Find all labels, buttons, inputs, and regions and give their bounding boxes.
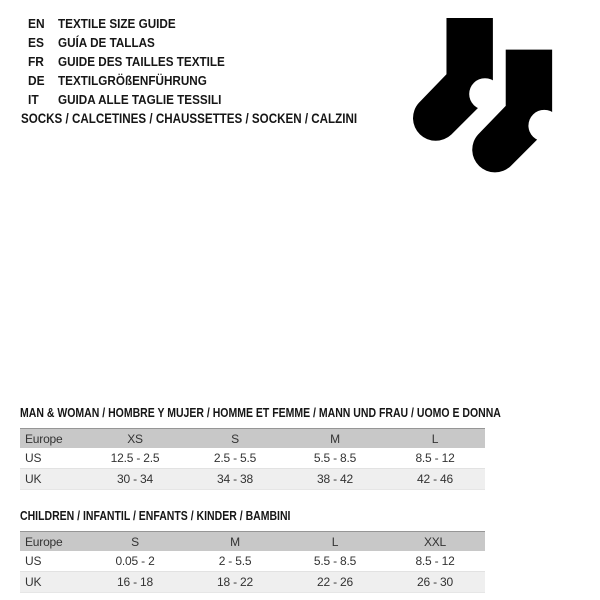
size-value: 16 - 18 [85, 572, 185, 593]
category-heading: SOCKS / CALCETINES / CHAUSSETTES / SOCKEN / CALZINI [21, 111, 358, 126]
table-row-us [20, 551, 485, 572]
size-table-man-woman [20, 406, 501, 490]
size-value: 5.5 - 8.5 [313, 451, 357, 465]
socks-icon [405, 16, 563, 174]
column-header-size: XS [85, 429, 185, 449]
language-row-es [28, 33, 243, 52]
table-row-us [20, 448, 485, 469]
size-table-children [20, 509, 485, 593]
size-value: 42 - 46 [385, 469, 485, 490]
column-header-size: L [285, 532, 385, 552]
table-header-row [20, 429, 485, 449]
language-list [28, 14, 243, 109]
language-code: IT [28, 92, 39, 107]
size-value: 12.5 - 2.5 [110, 451, 160, 465]
size-value: 2.5 - 5.5 [213, 451, 257, 465]
size-value: 26 - 30 [385, 572, 485, 593]
language-label: GUIDE DES TAILLES TEXTILE [58, 54, 225, 69]
size-value: 38 - 42 [285, 469, 385, 490]
language-code: DE [28, 73, 45, 88]
size-value: 22 - 26 [285, 572, 385, 593]
size-value: 8.5 - 12 [415, 554, 455, 568]
language-code: EN [28, 16, 45, 31]
size-value: 5.5 - 8.5 [313, 554, 357, 568]
language-label: GUIDA ALLE TAGLIE TESSILI [58, 92, 222, 107]
size-value: 34 - 38 [185, 469, 285, 490]
table-row-uk [20, 572, 485, 593]
size-value: 8.5 - 12 [415, 451, 455, 465]
column-header-region: Europe [20, 532, 85, 552]
language-code: ES [28, 35, 44, 50]
language-label: GUÍA DE TALLAS [58, 35, 155, 50]
table-row-uk [20, 469, 485, 490]
language-code: FR [28, 54, 44, 69]
column-header-size: M [285, 429, 385, 449]
column-header-size: M [185, 532, 285, 552]
language-label: TEXTILGRÖßENFÜHRUNG [58, 73, 207, 88]
column-header-size: XXL [385, 532, 485, 552]
row-label: US [25, 554, 42, 568]
language-row-it [28, 90, 243, 109]
column-header-region: Europe [20, 429, 85, 449]
sock-left-icon [413, 18, 501, 141]
size-value: 0.05 - 2 [115, 554, 155, 568]
row-label: UK [20, 572, 85, 593]
language-row-en [28, 14, 243, 33]
table-title: MAN & WOMAN / HOMBRE Y MUJER / HOMME ET FEMME / MANN UND FRAU / UOMO E DONNA [20, 406, 501, 420]
language-row-fr [28, 52, 243, 71]
size-value: 2 - 5.5 [218, 554, 252, 568]
column-header-size: S [185, 429, 285, 449]
table-header-row [20, 532, 485, 552]
size-table [20, 531, 485, 593]
size-table [20, 428, 485, 490]
language-row-de [28, 71, 243, 90]
row-label: US [25, 451, 42, 465]
column-header-size: S [85, 532, 185, 552]
row-label: UK [20, 469, 85, 490]
table-title: CHILDREN / INFANTIL / ENFANTS / KINDER / BAMBINI [20, 509, 291, 523]
size-value: 30 - 34 [85, 469, 185, 490]
size-value: 18 - 22 [185, 572, 285, 593]
column-header-size: L [385, 429, 485, 449]
language-label: TEXTILE SIZE GUIDE [58, 16, 176, 31]
